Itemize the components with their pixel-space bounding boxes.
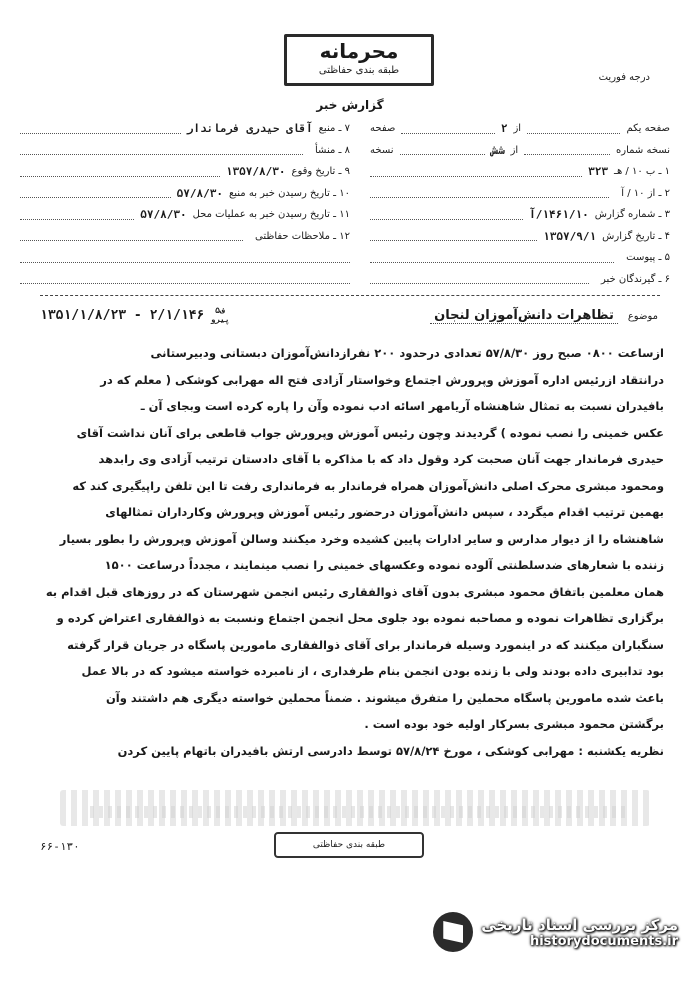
body-line: ازساعت ۰۸۰۰ صبح روز ۵۷/۸/۳۰ تعدادی درحدود ۲۰۰ نفرازدانش‌آموزان دبستانی ودبیرستانی <box>150 346 664 360</box>
body-line: همان معلمین باتفاق محمود مبشری بدون آقای ذوالفقاری رئیس انجمن شهرستان که در روزهای قبل اقدام به <box>45 584 664 599</box>
watermark-url: historydocuments.ir <box>529 933 678 949</box>
field-page: صفحه یکم از ۲ صفحه <box>370 122 670 136</box>
reference-label-top: ۵ف <box>215 306 225 315</box>
field-2: ۲ ـ از ۱۰ / آ <box>370 183 670 205</box>
field-occurrence-date: ۹ ـ تاریخ وقوع ۱۳۵۷/۸/۳۰ <box>20 161 350 183</box>
body-line: سنگباران میکنند که در اینمورد وسیله فرماندار برای آقای ذوالفقاری مامورین پاسگاه در جریان قرار گرفته <box>67 637 664 652</box>
report-body <box>28 340 664 764</box>
field-received-source-date: ۱۰ ـ تاریخ رسیدن خبر به منبع ۵۷/۸/۳۰ <box>20 183 350 205</box>
page-number: ۶۶-۱۳۰ <box>40 840 80 853</box>
section-divider <box>40 295 660 296</box>
field-report-number: ۳ ـ شماره گزارش ۱۴۶۱/۱۰/آ <box>370 204 670 226</box>
reference-number <box>40 306 230 324</box>
field-report-date: ۴ ـ تاریخ گزارش ۱۳۵۷/۹/۱ <box>370 226 670 248</box>
body-line: ومحمود مبشری محرک اصلی دانش‌آموزان همراه فرماندار به فرمانداری رفت تا این تلفن راپیگیری کند که <box>72 478 664 493</box>
field-recipients: ۶ ـ گیرندگان خبر <box>370 269 670 291</box>
archive-logo-icon <box>433 912 473 952</box>
body-line: برگشتن محمود مبشری بسرکار اولیه خود بوده است . <box>364 717 664 731</box>
body-line: شاهنشاه را از دیوار مدارس و سایر ادارات پایین کشیده وخرد میکنند وسالن آموزش وپرورش را بطور بسیار <box>59 531 664 546</box>
classification-stamp <box>284 34 434 86</box>
watermark-title: مرکز بررسی اسناد تاریخی <box>481 915 678 934</box>
report-title: گزارش خبر <box>316 98 384 112</box>
field-received-ops-date: ۱۱ ـ تاریخ رسیدن خبر به عملیات محل ۵۷/۸/۳۰ <box>20 204 350 226</box>
subject-title: تظاهرات دانش‌آموزان لنجان <box>430 308 618 324</box>
field-origin: ۸ ـ منشأ <box>20 140 350 162</box>
urgency-grade-label: درجه فوریت <box>598 72 650 83</box>
body-line: عکس خمینی را نصب نموده ) گردیدند وچون رئیس آموزش وپرورش جواب قاطعی برای آنان نداشت آقای <box>76 425 664 440</box>
body-line: برگزاری تظاهرات نموده و مصاحبه نموده بود جلوی محل انجمن اجتماع ونسبت به ذوالفقاری اعتراض کرده و <box>56 611 664 625</box>
body-line: درانتقاد ازرئیس اداره آموزش وپرورش اجتماع وخواستار آزادی فتح اله مهرابی کوشکی ( معلم که در <box>100 372 664 387</box>
field-security-notes: ۱۲ ـ ملاحظات حفاظتی <box>20 226 350 248</box>
body-line: باعث شده مامورین پاسگاه محملین را متفرق میشوند . ضمناً محملین خواسته دیگری هم داشتند وآن <box>105 690 664 705</box>
stamp-main-text: محرمانه <box>319 39 399 63</box>
redacted-area <box>90 806 630 818</box>
body-line: بود تدابیری داده بودند ولی با زنده بودن انجمن بنام طرفداری ، از نامبرده خواسته میشود که در بالا عمل <box>81 664 664 678</box>
field-copy: نسخه شماره از شش نسخه <box>370 143 670 157</box>
field-attachment: ۵ ـ پیوست <box>370 247 670 269</box>
bottom-classification-stamp: طبقه بندی حفاظتی <box>274 832 424 858</box>
field-source: ۷ ـ منبع آقای حیدری فرماندار <box>20 118 350 140</box>
body-line: زننده با شعارهای ضدسلطنتی آلوده نموده وعکسهای خمینی را نصب مینمایند ، مجدداً درساعت ۱۵۰۰ <box>104 558 664 572</box>
source-fields <box>20 118 350 290</box>
reference-number-value: ۱۳۵۱/۱/۸/۲۳ - ۲/۱/۱۴۶ <box>40 307 205 323</box>
stamp-sub-text: طبقه بندی حفاظتی <box>318 65 400 76</box>
body-line: بافیدران نسبت به تمثال شاهنشاه آریامهر اسائه ادب نموده وآن را پاره کرده است وبجای آن ـ <box>140 399 664 413</box>
body-line: بهمین ترتیب اقدام میگردد ، سپس دانش‌آموزان درحضور رئیس آموزش وپرورش وکارداران تمثالهای <box>105 505 664 519</box>
report-meta-fields <box>370 118 670 290</box>
field-1: ۱ ـ ب ۱۰ / هـ ۳۲۳ <box>370 161 670 183</box>
body-line: حیدری فرماندار جهت آنان صحبت کرد وقول داد که با مذاکره با آقای دادستان ترتیب آزادی وی رابدهد <box>98 452 664 466</box>
body-line: نظریه یکشنبه : مهرابی کوشکی ، مورخ ۵۷/۸/۲۴ توسط دادرسی ارتش بافیدران باتهام پایین کردن <box>117 743 664 758</box>
reference-label-bottom: پیرو <box>210 315 230 324</box>
watermark <box>433 912 678 952</box>
subject-label: موضوع <box>627 311 658 322</box>
subject-line <box>430 308 658 324</box>
